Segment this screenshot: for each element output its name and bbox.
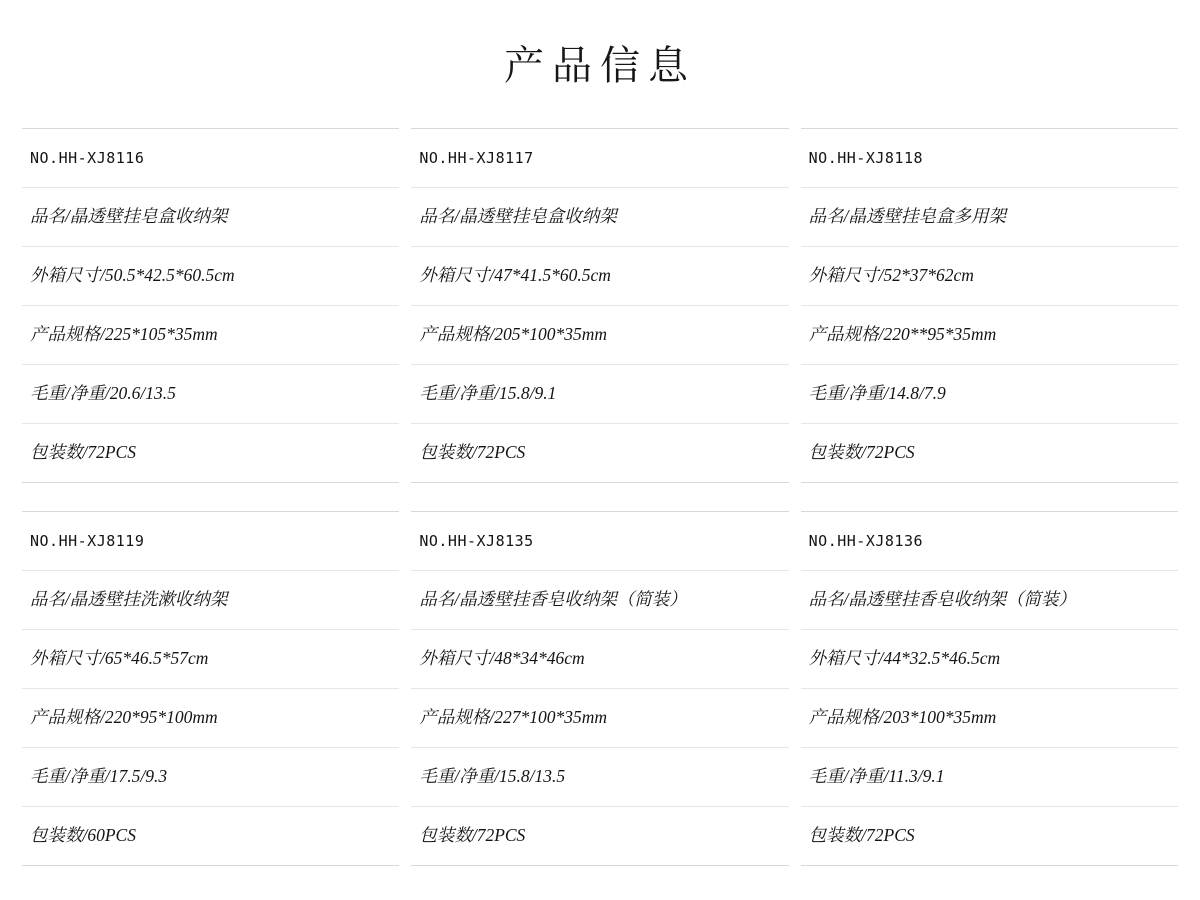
product-code: NO.HH-XJ8116 <box>22 129 399 188</box>
packing-quantity: 包装数/72PCS <box>808 825 915 846</box>
gross-net-weight: 毛重/净重/20.6/13.5 <box>22 365 399 424</box>
page-title: 产品信息 <box>504 43 696 89</box>
packing-quantity: 包装数/72PCS <box>419 442 526 463</box>
product-name: 品名/晶透壁挂香皂收纳架（简装） <box>801 571 1178 630</box>
product-row-1 <box>22 128 1178 483</box>
gross-net-weight: 毛重/净重/15.8/9.1 <box>411 365 788 424</box>
product-code: NO.HH-XJ8136 <box>801 512 1178 571</box>
product-row-2 <box>22 511 1178 866</box>
product-spec: 产品规格/220**95*35mm <box>801 306 1178 365</box>
carton-size: 外箱尺寸/44*32.5*46.5cm <box>801 630 1178 689</box>
product-spec: 产品规格/203*100*35mm <box>801 689 1178 748</box>
carton-size: 外箱尺寸/65*46.5*57cm <box>22 630 399 689</box>
product-card <box>22 128 399 483</box>
product-code: NO.HH-XJ8118 <box>801 129 1178 188</box>
product-name: 品名/晶透壁挂洗漱收纳架 <box>22 571 399 630</box>
product-card <box>411 128 788 483</box>
gross-net-weight: 毛重/净重/14.8/7.9 <box>801 365 1178 424</box>
product-spec: 产品规格/205*100*35mm <box>411 306 788 365</box>
carton-size: 外箱尺寸/50.5*42.5*60.5cm <box>22 247 399 306</box>
gross-net-weight: 毛重/净重/11.3/9.1 <box>801 748 1178 807</box>
product-name: 品名/晶透壁挂香皂收纳架（简装） <box>411 571 788 630</box>
product-card-grid <box>0 128 1200 866</box>
packing-quantity: 包装数/72PCS <box>808 442 915 463</box>
carton-size: 外箱尺寸/52*37*62cm <box>801 247 1178 306</box>
product-card <box>411 511 788 866</box>
product-card <box>22 511 399 866</box>
carton-size: 外箱尺寸/47*41.5*60.5cm <box>411 247 788 306</box>
product-card <box>801 511 1178 866</box>
product-code: NO.HH-XJ8135 <box>411 512 788 571</box>
product-code: NO.HH-XJ8117 <box>411 129 788 188</box>
product-code: NO.HH-XJ8119 <box>22 512 399 571</box>
packing-quantity: 包装数/72PCS <box>419 825 526 846</box>
product-spec: 产品规格/225*105*35mm <box>22 306 399 365</box>
product-name: 品名/晶透壁挂皂盒多用架 <box>801 188 1178 247</box>
product-spec: 产品规格/227*100*35mm <box>411 689 788 748</box>
packing-quantity: 包装数/60PCS <box>30 825 136 846</box>
product-card <box>801 128 1178 483</box>
packing-quantity: 包装数/72PCS <box>30 442 136 463</box>
product-name: 品名/晶透壁挂皂盒收纳架 <box>411 188 788 247</box>
product-spec: 产品规格/220*95*100mm <box>22 689 399 748</box>
gross-net-weight: 毛重/净重/15.8/13.5 <box>411 748 788 807</box>
product-name: 品名/晶透壁挂皂盒收纳架 <box>22 188 399 247</box>
carton-size: 外箱尺寸/48*34*46cm <box>411 630 788 689</box>
gross-net-weight: 毛重/净重/17.5/9.3 <box>22 748 399 807</box>
